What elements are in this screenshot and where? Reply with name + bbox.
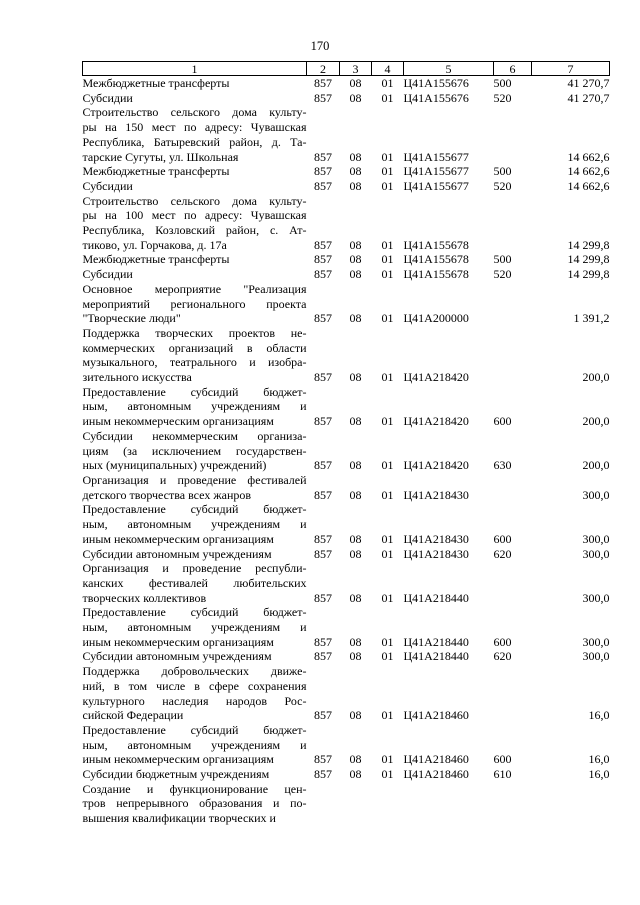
expense-type-cell: 500 bbox=[493, 76, 512, 90]
target-article-cell: Ц41A218440 bbox=[403, 649, 469, 664]
description-line: ным, автономным учреждениям и bbox=[82, 517, 307, 532]
subsection-cell: 01 bbox=[381, 267, 394, 282]
description-line: иным некоммерческим организациям bbox=[82, 634, 274, 649]
description-line: Субсидии bbox=[82, 178, 133, 193]
description-line: иным некоммерческим организациям bbox=[82, 531, 274, 546]
section-cell: 08 bbox=[349, 531, 362, 546]
section-cell: 08 bbox=[349, 267, 362, 282]
ministry-code-cell: 857 bbox=[314, 267, 332, 282]
table-row bbox=[83, 252, 610, 267]
amount-cell: 200,0 bbox=[582, 370, 610, 385]
description-line: Субсидии бюджетным учреждениям bbox=[82, 767, 270, 782]
expense-type-cell: 520 bbox=[493, 267, 512, 282]
row-description bbox=[83, 723, 307, 767]
expense-type-cell: 600 bbox=[493, 752, 512, 767]
section-cell: 08 bbox=[349, 76, 362, 90]
table-row bbox=[83, 385, 610, 429]
ministry-code-cell: 857 bbox=[314, 76, 332, 90]
expense-type-cell bbox=[494, 473, 532, 502]
table-row bbox=[83, 664, 610, 723]
description-line: Межбюджетные трансферты bbox=[82, 252, 230, 267]
column-header: 1 bbox=[83, 62, 307, 76]
description-line: Межбюджетные трансферты bbox=[82, 164, 230, 179]
row-description bbox=[83, 194, 307, 253]
target-article-cell: Ц41A155677 bbox=[403, 164, 469, 179]
description-line: ры на 100 мест по адресу: Чувашская bbox=[82, 208, 307, 223]
description-line: тарские Сугуты, ул. Школьная bbox=[82, 149, 239, 164]
subsection-cell: 01 bbox=[381, 414, 394, 429]
amount-cell: 300,0 bbox=[582, 487, 610, 502]
description-line: вышения квалификации творческих и bbox=[82, 811, 276, 826]
description-line: Республика, Козловский район, с. Ат- bbox=[82, 223, 307, 238]
expense-type-cell: 520 bbox=[493, 178, 512, 193]
subsection-cell: 01 bbox=[381, 178, 394, 193]
description-line: Поддержка добровольческих движе- bbox=[82, 664, 307, 679]
ministry-code-cell: 857 bbox=[314, 252, 332, 267]
expense-type-cell bbox=[494, 282, 532, 326]
section-cell: 08 bbox=[349, 149, 362, 164]
description-line: Предоставление субсидий бюджет- bbox=[82, 502, 307, 517]
section-cell: 08 bbox=[349, 649, 362, 664]
table-row bbox=[83, 76, 610, 91]
section-cell: 08 bbox=[349, 767, 362, 782]
expense-type-cell: 600 bbox=[493, 634, 512, 649]
target-article-cell: Ц41A155677 bbox=[403, 178, 469, 193]
subsection-cell: 01 bbox=[381, 370, 394, 385]
ministry-code-cell: 857 bbox=[314, 370, 332, 385]
column-header: 3 bbox=[340, 62, 372, 76]
subsection-cell: 01 bbox=[381, 458, 394, 473]
section-cell: 08 bbox=[349, 752, 362, 767]
section-cell: 08 bbox=[349, 311, 362, 326]
expense-type-cell: 500 bbox=[493, 252, 512, 267]
table-row bbox=[83, 282, 610, 326]
ministry-code-cell: 857 bbox=[314, 649, 332, 664]
table-row bbox=[83, 561, 610, 605]
table-row bbox=[83, 473, 610, 502]
section-cell bbox=[340, 782, 372, 826]
amount-cell: 14 662,6 bbox=[567, 164, 610, 179]
description-line: ний, в том числе в сфере сохранения bbox=[82, 678, 307, 693]
column-header: 4 bbox=[372, 62, 404, 76]
section-cell: 08 bbox=[349, 634, 362, 649]
description-line: детского творчества всех жанров bbox=[82, 487, 252, 502]
expense-type-cell bbox=[494, 782, 532, 826]
target-article-cell: Ц41A155676 bbox=[403, 76, 469, 90]
subsection-cell: 01 bbox=[381, 237, 394, 252]
ministry-code-cell: 857 bbox=[314, 708, 332, 723]
target-article-cell: Ц41A218430 bbox=[403, 487, 469, 502]
column-header: 5 bbox=[404, 62, 494, 76]
target-article-cell: Ц41A218420 bbox=[403, 370, 469, 385]
description-line: Предоставление субсидий бюджет- bbox=[82, 384, 307, 399]
description-line: музыкального, театрального и изобра- bbox=[82, 355, 307, 370]
section-cell: 08 bbox=[349, 590, 362, 605]
amount-cell: 14 662,6 bbox=[567, 149, 610, 164]
subsection-cell: 01 bbox=[381, 590, 394, 605]
target-article-cell: Ц41A218460 bbox=[403, 767, 469, 782]
ministry-code-cell: 857 bbox=[314, 178, 332, 193]
ministry-code-cell: 857 bbox=[314, 149, 332, 164]
row-description bbox=[83, 385, 307, 429]
row-description bbox=[83, 649, 307, 664]
subsection-cell: 01 bbox=[381, 76, 394, 90]
subsection-cell: 01 bbox=[381, 767, 394, 782]
description-line: мероприятий регионального проекта bbox=[82, 296, 307, 311]
row-description bbox=[83, 267, 307, 282]
target-article-cell bbox=[404, 782, 494, 826]
description-line: Строительство сельского дома культу- bbox=[82, 105, 307, 120]
row-description bbox=[83, 664, 307, 723]
expense-type-cell bbox=[494, 194, 532, 253]
target-article-cell: Ц41A218460 bbox=[403, 752, 469, 767]
ministry-code-cell: 857 bbox=[314, 752, 332, 767]
description-line: Субсидии некоммерческим организа- bbox=[82, 428, 307, 443]
ministry-code-cell: 857 bbox=[314, 767, 332, 782]
target-article-cell: Ц41A155678 bbox=[403, 252, 469, 267]
amount-cell: 200,0 bbox=[582, 458, 610, 473]
ministry-code-cell: 857 bbox=[314, 531, 332, 546]
table-row bbox=[83, 105, 610, 164]
amount-cell: 300,0 bbox=[582, 634, 610, 649]
section-cell: 08 bbox=[349, 90, 362, 105]
description-line: Субсидии bbox=[82, 267, 133, 282]
amount-cell: 300,0 bbox=[582, 546, 610, 561]
amount-cell: 1 391,2 bbox=[573, 311, 610, 326]
description-line: ным, автономным учреждениям и bbox=[82, 620, 307, 635]
amount-cell: 14 662,6 bbox=[567, 178, 610, 193]
expense-type-cell bbox=[494, 326, 532, 385]
row-description bbox=[83, 91, 307, 106]
ministry-code-cell: 857 bbox=[314, 311, 332, 326]
row-description bbox=[83, 76, 307, 91]
subsection-cell: 01 bbox=[381, 531, 394, 546]
amount-cell bbox=[532, 782, 610, 826]
ministry-code-cell: 857 bbox=[314, 487, 332, 502]
amount-cell: 14 299,8 bbox=[567, 237, 610, 252]
section-cell: 08 bbox=[349, 164, 362, 179]
subsection-cell bbox=[372, 782, 404, 826]
description-line: коммерческих организаций в области bbox=[82, 340, 307, 355]
expense-type-cell: 520 bbox=[493, 90, 512, 105]
subsection-cell: 01 bbox=[381, 752, 394, 767]
table-row bbox=[83, 767, 610, 782]
table-row bbox=[83, 164, 610, 179]
description-line: Поддержка творческих проектов не- bbox=[82, 325, 307, 340]
table-row bbox=[83, 267, 610, 282]
description-line: ным, автономным учреждениям и bbox=[82, 399, 307, 414]
description-line: Предоставление субсидий бюджет- bbox=[82, 605, 307, 620]
subsection-cell: 01 bbox=[381, 546, 394, 561]
description-line: сийской Федерации bbox=[82, 708, 184, 723]
expense-type-cell: 500 bbox=[493, 164, 512, 179]
row-description bbox=[83, 105, 307, 164]
ministry-code-cell: 857 bbox=[314, 414, 332, 429]
description-line: Субсидии автономным учреждениям bbox=[82, 546, 272, 561]
description-line: Субсидии bbox=[82, 90, 133, 105]
expense-type-cell: 620 bbox=[493, 546, 512, 561]
table-row bbox=[83, 91, 610, 106]
expense-type-cell: 610 bbox=[493, 767, 512, 782]
section-cell: 08 bbox=[349, 414, 362, 429]
description-line: Субсидии автономным учреждениям bbox=[82, 649, 272, 664]
description-line: ным, автономным учреждениям и bbox=[82, 737, 307, 752]
target-article-cell: Ц41A218430 bbox=[403, 531, 469, 546]
description-line: Создание и функционирование цен- bbox=[82, 781, 307, 796]
row-description bbox=[83, 561, 307, 605]
section-cell: 08 bbox=[349, 237, 362, 252]
table-header-row bbox=[83, 62, 610, 76]
description-line: Межбюджетные трансферты bbox=[82, 76, 230, 90]
description-line: Строительство сельского дома культу- bbox=[82, 193, 307, 208]
column-header: 2 bbox=[307, 62, 340, 76]
description-line: Предоставление субсидий бюджет- bbox=[82, 722, 307, 737]
description-line: иным некоммерческим организациям bbox=[82, 414, 274, 429]
description-line: циям (за исключением государствен- bbox=[82, 443, 307, 458]
amount-cell: 41 270,7 bbox=[567, 90, 610, 105]
ministry-code-cell: 857 bbox=[314, 634, 332, 649]
target-article-cell: Ц41A218420 bbox=[403, 414, 469, 429]
row-description bbox=[83, 164, 307, 179]
subsection-cell: 01 bbox=[381, 252, 394, 267]
amount-cell: 16,0 bbox=[588, 752, 610, 767]
ministry-code-cell: 857 bbox=[314, 90, 332, 105]
subsection-cell: 01 bbox=[381, 149, 394, 164]
section-cell: 08 bbox=[349, 178, 362, 193]
amount-cell: 300,0 bbox=[582, 649, 610, 664]
row-description bbox=[83, 502, 307, 546]
amount-cell: 41 270,7 bbox=[567, 76, 610, 90]
description-line: творческих коллективов bbox=[82, 590, 207, 605]
table-row bbox=[83, 429, 610, 473]
target-article-cell: Ц41A200000 bbox=[403, 311, 469, 326]
amount-cell: 200,0 bbox=[582, 414, 610, 429]
description-line: ры на 150 мест по адресу: Чувашская bbox=[82, 120, 307, 135]
row-description bbox=[83, 767, 307, 782]
row-description bbox=[83, 179, 307, 194]
row-description bbox=[83, 547, 307, 562]
subsection-cell: 01 bbox=[381, 708, 394, 723]
column-header: 7 bbox=[532, 62, 610, 76]
ministry-code-cell: 857 bbox=[314, 164, 332, 179]
description-line: Организация и проведение фестивалей bbox=[82, 472, 307, 487]
row-description bbox=[83, 605, 307, 649]
target-article-cell: Ц41A155676 bbox=[403, 90, 469, 105]
ministry-code-cell bbox=[307, 782, 340, 826]
description-line: Основное мероприятие "Реализация bbox=[82, 281, 307, 296]
target-article-cell: Ц41A218460 bbox=[403, 708, 469, 723]
section-cell: 08 bbox=[349, 487, 362, 502]
amount-cell: 16,0 bbox=[588, 767, 610, 782]
expense-type-cell: 600 bbox=[493, 414, 512, 429]
subsection-cell: 01 bbox=[381, 311, 394, 326]
table-row bbox=[83, 502, 610, 546]
subsection-cell: 01 bbox=[381, 164, 394, 179]
expense-type-cell: 630 bbox=[493, 458, 512, 473]
amount-cell: 300,0 bbox=[582, 590, 610, 605]
row-description bbox=[83, 252, 307, 267]
description-line: иным некоммерческим организациям bbox=[82, 752, 274, 767]
table-row bbox=[83, 605, 610, 649]
row-description bbox=[83, 782, 307, 826]
section-cell: 08 bbox=[349, 458, 362, 473]
amount-cell: 14 299,8 bbox=[567, 267, 610, 282]
ministry-code-cell: 857 bbox=[314, 458, 332, 473]
target-article-cell: Ц41A155678 bbox=[403, 267, 469, 282]
row-description bbox=[83, 473, 307, 502]
subsection-cell: 01 bbox=[381, 90, 394, 105]
expense-type-cell: 600 bbox=[493, 531, 512, 546]
subsection-cell: 01 bbox=[381, 634, 394, 649]
ministry-code-cell: 857 bbox=[314, 237, 332, 252]
target-article-cell: Ц41A155678 bbox=[403, 237, 469, 252]
table-row bbox=[83, 723, 610, 767]
description-line: культурного наследия народов Рос- bbox=[82, 693, 307, 708]
target-article-cell: Ц41A218440 bbox=[403, 590, 469, 605]
expense-type-cell bbox=[494, 105, 532, 164]
description-line: Республика, Батыревский район, д. Та- bbox=[82, 134, 307, 149]
table-row bbox=[83, 649, 610, 664]
target-article-cell: Ц41A218440 bbox=[403, 634, 469, 649]
amount-cell: 300,0 bbox=[582, 531, 610, 546]
subsection-cell: 01 bbox=[381, 649, 394, 664]
table-row bbox=[83, 194, 610, 253]
budget-table bbox=[82, 61, 610, 826]
amount-cell: 14 299,8 bbox=[567, 252, 610, 267]
expense-type-cell bbox=[494, 561, 532, 605]
section-cell: 08 bbox=[349, 708, 362, 723]
row-description bbox=[83, 282, 307, 326]
section-cell: 08 bbox=[349, 370, 362, 385]
table-row bbox=[83, 547, 610, 562]
description-line: "Творческие люди" bbox=[82, 311, 181, 326]
row-description bbox=[83, 429, 307, 473]
row-description bbox=[83, 326, 307, 385]
table-row bbox=[83, 179, 610, 194]
expense-type-cell: 620 bbox=[493, 649, 512, 664]
description-line: ных (муниципальных) учреждений) bbox=[82, 458, 267, 473]
description-line: Организация и проведение республи- bbox=[82, 561, 307, 576]
table-row bbox=[83, 782, 610, 826]
column-header: 6 bbox=[494, 62, 532, 76]
section-cell: 08 bbox=[349, 252, 362, 267]
section-cell: 08 bbox=[349, 546, 362, 561]
target-article-cell: Ц41A218420 bbox=[403, 458, 469, 473]
expense-type-cell bbox=[494, 664, 532, 723]
page-number: 170 bbox=[310, 39, 330, 53]
description-line: канских фестивалей любительских bbox=[82, 575, 307, 590]
target-article-cell: Ц41A155677 bbox=[403, 149, 469, 164]
ministry-code-cell: 857 bbox=[314, 590, 332, 605]
description-line: тиково, ул. Горчакова, д. 17а bbox=[82, 237, 227, 252]
target-article-cell: Ц41A218430 bbox=[403, 546, 469, 561]
description-line: зительного искусства bbox=[82, 370, 192, 385]
ministry-code-cell: 857 bbox=[314, 546, 332, 561]
table-row bbox=[83, 326, 610, 385]
description-line: тров непрерывного образования и по- bbox=[82, 796, 307, 811]
subsection-cell: 01 bbox=[381, 487, 394, 502]
amount-cell: 16,0 bbox=[588, 708, 610, 723]
